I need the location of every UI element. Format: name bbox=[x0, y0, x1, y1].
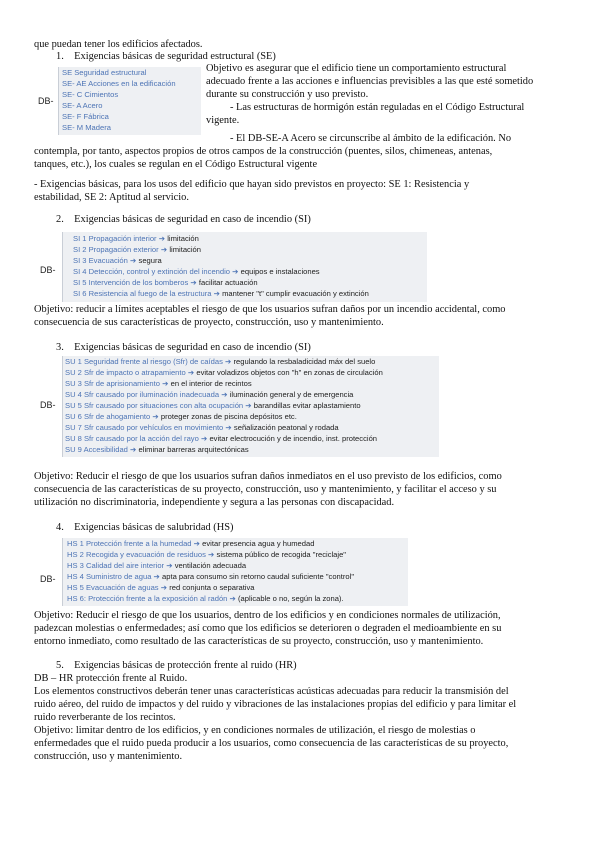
su-db-box bbox=[62, 356, 439, 457]
si-item bbox=[73, 267, 320, 277]
su-item-result: en el interior de recintos bbox=[170, 379, 252, 388]
arrow-icon: ➔ bbox=[160, 583, 168, 592]
hs-item-result: evitar presencia agua y humedad bbox=[202, 539, 315, 548]
hs-item bbox=[67, 572, 354, 582]
su-item bbox=[65, 368, 383, 378]
se-line: tanques, etc.), los cuales se regulan en el Código Estructural vigente bbox=[34, 159, 318, 170]
su-item-result: regulando la resbaladicidad máx del suelo bbox=[233, 357, 376, 366]
se-item: SE- A Acero bbox=[62, 101, 103, 110]
hs-db-box bbox=[62, 538, 408, 606]
arrow-icon: ➔ bbox=[200, 434, 208, 443]
su-item bbox=[65, 390, 353, 400]
si-item-code: SI 5 Intervención de los bomberos bbox=[73, 278, 189, 287]
se-line: Objetivo es asegurar que el edificio tiene un comportamiento estructural bbox=[206, 63, 507, 74]
hs-item-code: HS 3 Calidad del aire interior bbox=[67, 561, 165, 570]
se-line: contempla, por tanto, aspectos propios de otros campos de la construcción (puentes, silos, chimeneas, antenas, bbox=[34, 146, 493, 157]
si-item bbox=[73, 234, 199, 244]
se-item: SE- C Cimientos bbox=[62, 90, 119, 99]
su-item-code: SU 4 Sfr causado por iluminación inadecuada bbox=[65, 390, 220, 399]
su-item bbox=[65, 434, 377, 444]
se-line: estabilidad, SE 2: Aptitud al servicio. bbox=[34, 192, 189, 203]
su-objective-line: consecuencia de las características de su proyecto, construcción, uso y mantenimiento, y facilitar el acceso y su bbox=[34, 484, 497, 495]
su-item bbox=[65, 401, 361, 411]
hs-item bbox=[67, 561, 246, 571]
hr-line: construcción, uso y mantenimiento. bbox=[34, 751, 183, 762]
su-item-code: SU 9 Accesibilidad bbox=[65, 445, 128, 454]
si-item-result: limitación bbox=[167, 234, 199, 243]
si-item-result: facilitar actuación bbox=[198, 278, 258, 287]
si-item-code: SI 6 Resistencia al fuego de la estructura bbox=[73, 289, 212, 298]
si-db-label: DB- bbox=[40, 265, 56, 275]
su-objective-line: Objetivo: Reducir el riesgo de que los usuarios sufran daños inmediatos en el uso previsto de los edificios, como bbox=[34, 471, 502, 482]
hs-item bbox=[67, 550, 346, 560]
su-item bbox=[65, 357, 375, 367]
su-item-code: SU 1 Seguridad frente al riesgo (Sfr) de caídas bbox=[65, 357, 223, 366]
si-item-result: mantener "t" cumplir evacuación y extinción bbox=[222, 289, 369, 298]
arrow-icon: ➔ bbox=[160, 245, 168, 254]
intro-line: que puedan tener los edificios afectados. bbox=[34, 39, 203, 50]
se-item: SE- F Fábrica bbox=[62, 112, 109, 121]
hs-heading: 4. Exigencias básicas de salubridad (HS) bbox=[56, 522, 234, 533]
hs-db-label: DB- bbox=[40, 574, 56, 584]
su-item bbox=[65, 412, 297, 422]
arrow-icon: ➔ bbox=[225, 357, 232, 366]
si-item-code: SI 1 Propagación interior bbox=[73, 234, 157, 243]
arrow-icon: ➔ bbox=[162, 379, 169, 388]
hs-item bbox=[67, 539, 314, 549]
su-item-result: señalización peatonal y rodada bbox=[233, 423, 339, 432]
hs-item-result: ventilación adecuada bbox=[174, 561, 247, 570]
se-line: adecuado frente a las acciones e influencias previsibles a las que esté sometido bbox=[206, 76, 534, 87]
hs-objective-line: entorno inmediato, como resultado de las características de su proyecto, construcción, uso y mantenimiento. bbox=[34, 636, 484, 647]
si-heading: 2. Exigencias básicas de seguridad en caso de incendio (SI) bbox=[56, 214, 311, 225]
su-item-code: SU 2 Sfr de impacto o atrapamiento bbox=[65, 368, 186, 377]
se-line: - Exigencias básicas, para los usos del edificio que hayan sido previstos en proyecto: SE 1: Resistencia y bbox=[34, 179, 470, 190]
se-item: SE Seguridad estructural bbox=[62, 68, 147, 77]
su-db-label: DB- bbox=[40, 400, 56, 410]
si-item bbox=[73, 278, 258, 288]
su-item-result: evitar electrocución y de incendio, inst. protección bbox=[209, 434, 378, 443]
su-item-result: iluminación general y de emergencia bbox=[229, 390, 354, 399]
arrow-icon: ➔ bbox=[213, 289, 220, 298]
su-item-code: SU 3 Sfr de aprisionamiento bbox=[65, 379, 160, 388]
hs-item bbox=[67, 583, 255, 593]
si-item-result: limitación bbox=[169, 245, 201, 254]
su-heading: 3. Exigencias básicas de seguridad en caso de incendio (SI) bbox=[56, 342, 311, 353]
arrow-icon: ➔ bbox=[245, 401, 252, 410]
se-item: SE- M Madera bbox=[62, 123, 111, 132]
hs-item-result: sistema público de recogida "reciclaje" bbox=[216, 550, 347, 559]
su-item-result: evitar voladizos objetos con "h" en zonas de circulación bbox=[196, 368, 383, 377]
si-item-code: SI 4 Detección, control y extinción del incendio bbox=[73, 267, 231, 276]
se-db-label: DB- bbox=[38, 96, 54, 106]
su-item-code: SU 5 Sfr causado por situaciones con alta ocupación bbox=[65, 401, 244, 410]
hs-item-code: HS 2 Recogida y evacuación de residuos bbox=[67, 550, 206, 559]
si-item-code: SI 3 Evacuación bbox=[73, 256, 128, 265]
arrow-icon: ➔ bbox=[158, 234, 166, 243]
se-item: SE- AE Acciones en la edificación bbox=[62, 79, 176, 88]
si-item bbox=[73, 245, 201, 255]
hs-item-result: (aplicable o no, según la zona). bbox=[238, 594, 344, 603]
su-item bbox=[65, 445, 249, 455]
se-line: durante su construcción y uso previsto. bbox=[206, 89, 369, 100]
si-item bbox=[73, 289, 369, 299]
hr-line: Los elementos constructivos deberán tener unas características acústicas adecuadas para reducir la transmisión del bbox=[34, 686, 509, 697]
su-objective-line: utilización no discriminatoria, independiente y segura a las personas con discapacidad. bbox=[34, 497, 395, 508]
arrow-icon: ➔ bbox=[208, 550, 215, 559]
se-line: - Las estructuras de hormigón están reguladas en el Código Estructural bbox=[230, 102, 525, 113]
arrow-icon: ➔ bbox=[221, 390, 228, 399]
hs-item-code: HS 5 Evacuación de aguas bbox=[67, 583, 159, 592]
su-item-result: proteger zonas de piscina depósitos etc. bbox=[160, 412, 297, 421]
si-item-code: SI 2 Propagación exterior bbox=[73, 245, 159, 254]
su-item bbox=[65, 423, 339, 433]
arrow-icon: ➔ bbox=[130, 256, 137, 265]
su-item-code: SU 7 Sfr causado por vehículos en movimiento bbox=[65, 423, 224, 432]
hs-item-result: red conjunta o separativa bbox=[169, 583, 255, 592]
hs-item-result: apta para consumo sin retorno caudal suficiente "control" bbox=[162, 572, 355, 581]
hr-line: ruido reverberante de los recintos. bbox=[34, 712, 176, 723]
si-item-result: segura bbox=[138, 256, 162, 265]
hs-item-code: HS 6: Protección frente a la exposición al radón bbox=[67, 594, 228, 603]
hs-objective-line: padezcan molestias o enfermedades; así como que los edificios se deterioren o degraden el medioambiente en su bbox=[34, 623, 502, 634]
su-item-result: barandillas evitar aplastamiento bbox=[253, 401, 361, 410]
hr-line: ruido aéreo, del ruido de impactos y del ruido y vibraciones de las instalaciones propias del edificio y para limitar el bbox=[34, 699, 517, 710]
su-item-result: eliminar barreras arquitectónicas bbox=[138, 445, 249, 454]
se-heading: 1. Exigencias básicas de seguridad estructural (SE) bbox=[56, 51, 276, 62]
arrow-icon: ➔ bbox=[130, 445, 137, 454]
arrow-icon: ➔ bbox=[229, 594, 236, 603]
arrow-icon: ➔ bbox=[166, 561, 173, 570]
si-objective-line: Objetivo: reducir a límites aceptables el riesgo de que los usuarios sufran daños por un incendio accidental, como bbox=[34, 304, 506, 315]
arrow-icon: ➔ bbox=[225, 423, 232, 432]
su-item-code: SU 8 Sfr causado por la acción del rayo bbox=[65, 434, 199, 443]
se-line: - El DB-SE-A Acero se circunscribe al ámbito de la edificación. No bbox=[230, 133, 512, 144]
hr-line: Objetivo: limitar dentro de los edificios, y en condiciones normales de utilización, el riesgo de molestias o bbox=[34, 725, 476, 736]
arrow-icon: ➔ bbox=[153, 572, 160, 581]
hs-item-code: HS 4 Suministro de agua bbox=[67, 572, 152, 581]
arrow-icon: ➔ bbox=[193, 539, 201, 548]
su-item bbox=[65, 379, 252, 389]
hs-item bbox=[67, 594, 344, 604]
se-db-box bbox=[58, 67, 201, 135]
hr-heading: 5. Exigencias básicas de protección frente al ruido (HR) bbox=[56, 660, 297, 671]
arrow-icon: ➔ bbox=[232, 267, 239, 276]
hs-objective-line: Objetivo: Reducir el riesgo de que los usuarios, dentro de los edificios y en condiciones normales de utilización, bbox=[34, 610, 501, 621]
si-db-box bbox=[62, 232, 427, 302]
arrow-icon: ➔ bbox=[152, 412, 159, 421]
hr-line: DB – HR protección frente al Ruido. bbox=[34, 673, 188, 684]
si-item bbox=[73, 256, 162, 266]
si-objective-line: consecuencia de sus características de proyecto, construcción, uso y mantenimiento. bbox=[34, 317, 384, 328]
hr-line: enfermedades que el ruido pueda producir a los usuarios, como consecuencia de las características de su proyecto, bbox=[34, 738, 509, 749]
su-item-code: SU 6 Sfr de ahogamiento bbox=[65, 412, 151, 421]
si-item-result: equipos e instalaciones bbox=[240, 267, 320, 276]
arrow-icon: ➔ bbox=[187, 368, 195, 377]
arrow-icon: ➔ bbox=[190, 278, 197, 287]
se-line: vigente. bbox=[206, 115, 240, 126]
hs-item-code: HS 1 Protección frente a la humedad bbox=[67, 539, 192, 548]
